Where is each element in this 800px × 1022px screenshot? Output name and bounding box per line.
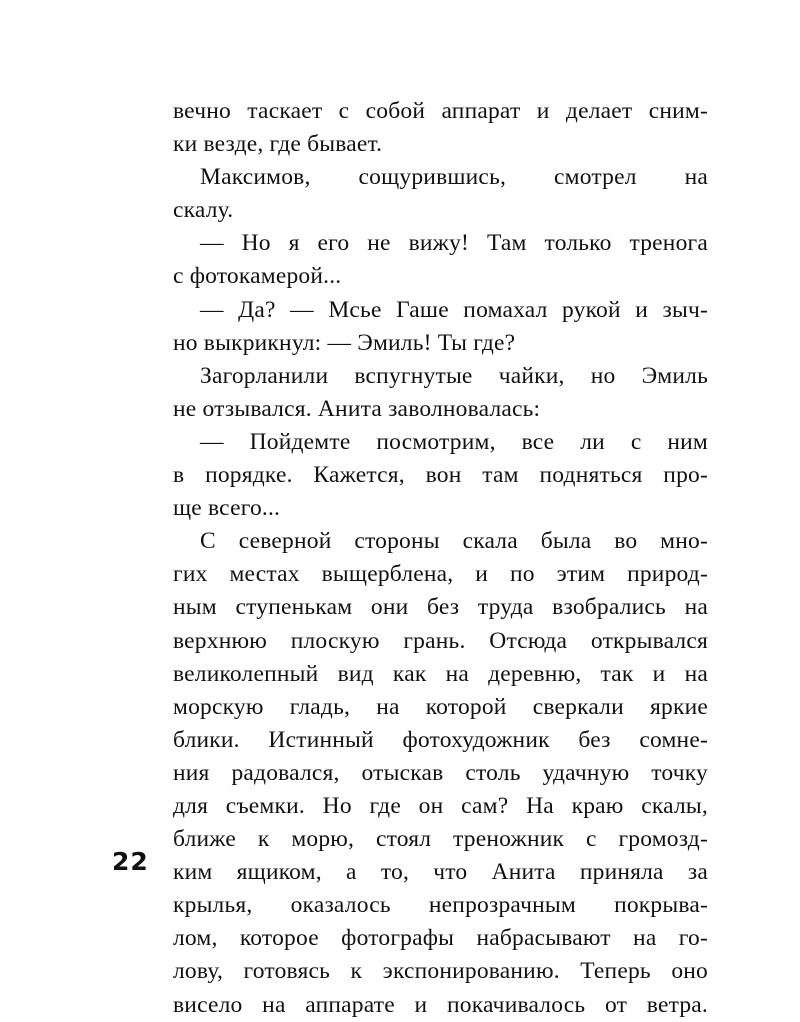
text-line-4: скалу. [173,197,234,224]
text-line-18: великолепный вид как на деревню, так и на [173,660,708,687]
text-line-17: верхнюю плоскую грань. Отсюда открывался [173,627,708,654]
text-line-9: Загорланили вспугнутые чайки, но Эмиль [200,362,708,389]
text-line-5: — Но я его не вижу! Там только тренога [200,230,708,257]
text-line-20: блики. Истинный фотохудожник без сомне- [173,726,708,753]
text-line-6: с фотокамерой... [173,263,342,290]
text-line-1: вечно таскает с собой аппарат и делает сним- [173,98,708,124]
text-line-27: лову, готовясь к экспонированию. Теперь оно [173,958,708,985]
page-number: 22 [112,847,149,876]
text-line-15: гих местах выщерблена, и по этим природ- [173,561,708,588]
text-line-16: ным ступенькам они без труда взобрались на [173,594,708,621]
text-line-12: в порядке. Кажется, вон там подняться про- [173,462,708,489]
text-line-13: ще всего... [173,495,281,522]
text-line-7: — Да? — Мсье Гаше помахал рукой и зыч- [200,296,708,323]
body-text [173,95,708,1022]
text-line-28: висело на аппарате и покачивалось от ветра. [173,991,708,1018]
text-line-26: лом, которое фотографы набрасывают на го- [173,925,708,952]
text-line-23: ближе к морю, стоял треножник с громозд- [173,826,708,853]
text-line-25: крылья, оказалось непрозрачным покрыва- [173,892,708,919]
text-line-11: — Пойдемте посмотрим, все ли с ним [200,428,708,455]
text-line-21: ния радовался, отыскав столь удачную точку [173,759,708,786]
text-line-8: но выкрикнул: — Эмиль! Ты где? [173,329,516,356]
text-line-14: С северной стороны скала была во мно- [200,528,708,555]
text-line-22: для съемки. Но где он сам? На краю скалы, [173,792,708,819]
text-line-24: ким ящиком, а то, что Анита приняла за [173,859,708,886]
text-line-3: Максимов, сощурившись, смотрел на [200,164,708,191]
text-line-19: морскую гладь, на которой сверкали яркие [173,693,708,720]
text-line-10: не отзывался. Анита заволновалась: [173,395,541,422]
text-line-2: ки везде, где бывает. [173,131,383,158]
